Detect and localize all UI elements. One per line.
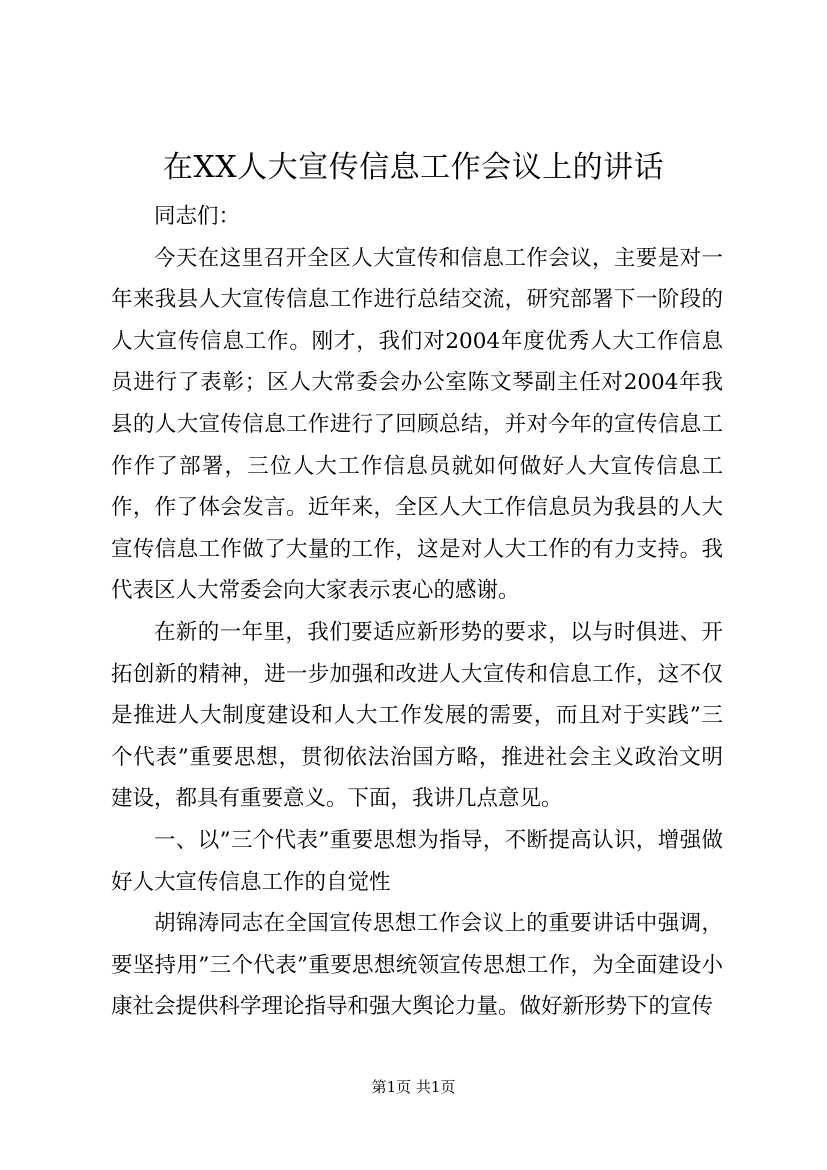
document-body: [111, 196, 723, 1028]
page-footer: 第1页 共1页: [371, 1078, 456, 1096]
section-heading-one: 一、以”三个代表”重要思想为指导，不断提高认识，增强做好人大宣传信息工作的自觉性: [111, 827, 723, 895]
paragraph-salutation: 同志们：: [154, 204, 241, 229]
paragraph-new-year: 在新的一年里，我们要适应新形势的要求，以与时俱进、开拓创新的精神，进一步加强和改进人大宣传和信息工作，这不仅是推进人大制度建设和人大工作发展的需要，而且对于实践”三个代表”重要思想，贯彻依法治国方略，推进社会主义政治文明建设，都具有重要意义。下面，我讲几点意见。: [111, 619, 723, 812]
paragraph-hu-jintao: 胡锦涛同志在全国宣传思想工作会议上的重要讲话中强调，要坚持用”三个代表”重要思想统领宣传思想工作，为全面建设小康社会提供科学理论指导和强大舆论力量。做好新形势下的宣传: [111, 911, 723, 1020]
document-title: 在XX人大宣传信息工作会议上的讲话: [162, 150, 665, 185]
paragraph-intro: 今天在这里召开全区人大宣传和信息工作会议，主要是对一年来我县人大宣传信息工作进行总结交流，研究部署下一阶段的人大宣传信息工作。刚才，我们对2004年度优秀人大工作信息员进行了表彰；区人大常委会办公室陈文琴副主任对2004年我县的人大宣传信息工作进行了回顾总结，并对今年的宣传信息工作作了部署，三位人大工作信息员就如何做好人大宣传信息工作，作了体会发言。近年来，全区人大工作信息员为我县的人大宣传信息工作做了大量的工作，这是对人大工作的有力支持。我代表区人大常委会向大家表示衷心的感谢。: [111, 245, 723, 604]
